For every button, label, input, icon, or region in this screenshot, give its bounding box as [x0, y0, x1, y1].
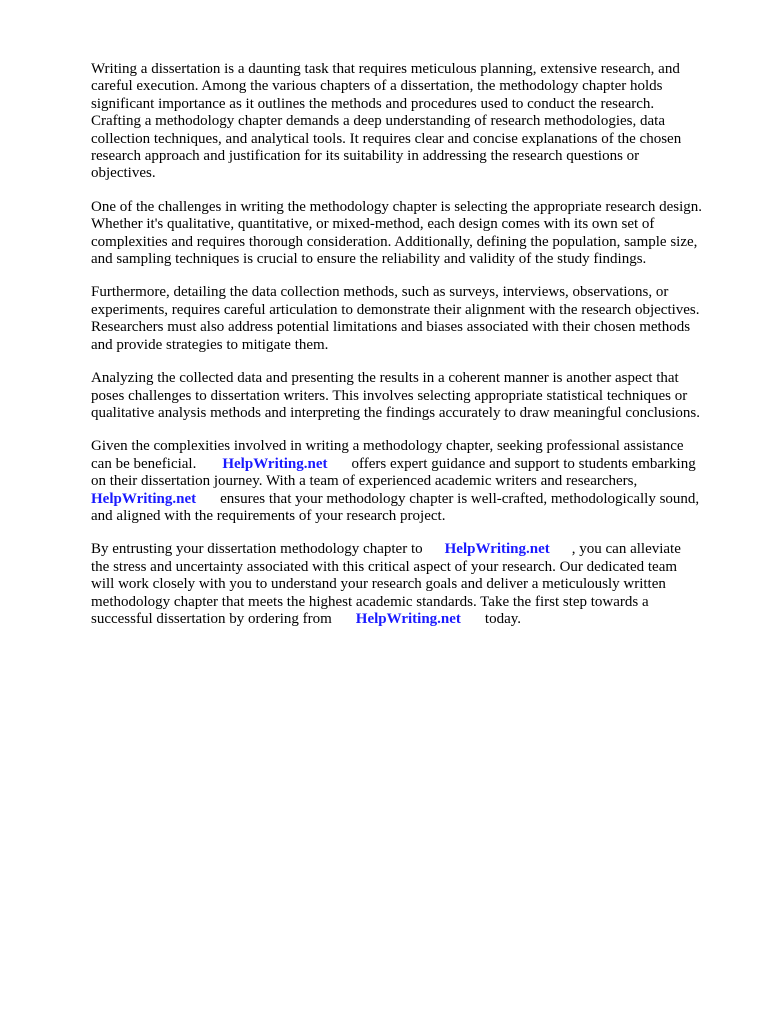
text-line: on their dissertation journey. With a team of experienced academic writers and researchers,	[91, 473, 638, 490]
text-fragment: offers expert guidance and support to students embarking	[351, 455, 696, 472]
text-line: experiments, requires careful articulation to demonstrate their alignment with the research objectives.	[91, 301, 700, 318]
text-line: significant importance as it outlines the methods and procedures used to conduct the research.	[91, 95, 655, 112]
text-line: poses challenges to dissertation writers. This involves selecting appropriate statistical techniques or	[91, 387, 688, 404]
helpwriting-link[interactable]: HelpWriting.net	[355, 610, 461, 627]
document-body	[91, 61, 761, 644]
text-fragment: , you can alleviate	[571, 541, 681, 558]
text-line: Crafting a methodology chapter demands a deep understanding of research methodologies, data	[91, 113, 665, 130]
text-line	[91, 491, 761, 508]
text-line: and aligned with the requirements of your research project.	[91, 507, 446, 524]
text-line: Researchers must also address potential limitations and biases associated with their chosen methods	[91, 319, 691, 336]
text-fragment: can be beneficial.	[91, 455, 197, 472]
text-line: Given the complexities involved in writing a methodology chapter, seeking professional assistance	[91, 438, 684, 455]
text-line: One of the challenges in writing the methodology chapter is selecting the appropriate research design.	[91, 198, 703, 215]
text-fragment: ensures that your methodology chapter is well-crafted, methodologically sound,	[220, 490, 700, 507]
text-line: qualitative analysis methods and interpreting the findings accurately to draw meaningful conclusions.	[91, 404, 701, 421]
text-line	[91, 541, 761, 558]
text-line: will work closely with you to understand your research goals and deliver a meticulously written	[91, 576, 666, 593]
text-line: Writing a dissertation is a daunting task that requires meticulous planning, extensive research, and	[91, 61, 680, 77]
text-line: Analyzing the collected data and presenting the results in a coherent manner is another aspect that	[91, 370, 679, 387]
text-line: and provide strategies to mitigate them.	[91, 336, 329, 353]
paragraph-5	[91, 438, 761, 525]
paragraph-4	[91, 370, 761, 422]
text-line: Whether it's qualitative, quantitative, or mixed-method, each design comes with its own set of	[91, 216, 655, 233]
paragraph-6	[91, 541, 761, 628]
text-fragment: today.	[484, 610, 522, 627]
helpwriting-link[interactable]: HelpWriting.net	[444, 541, 550, 558]
text-line: careful execution. Among the various chapters of a dissertation, the methodology chapter holds	[91, 78, 663, 95]
text-line	[91, 456, 761, 473]
text-fragment: By entrusting your dissertation methodology chapter to	[91, 541, 423, 558]
helpwriting-link[interactable]: HelpWriting.net	[222, 455, 328, 472]
text-line: complexities and requires thorough consideration. Additionally, defining the population, sample size,	[91, 233, 698, 250]
paragraph-2	[91, 199, 761, 269]
text-line: collection techniques, and analytical tools. It requires clear and concise explanations of the chosen	[91, 130, 682, 147]
text-line: Furthermore, detailing the data collection methods, such as surveys, interviews, observations, or	[91, 284, 669, 301]
helpwriting-link[interactable]: HelpWriting.net	[91, 490, 197, 507]
text-line: the stress and uncertainty associated with this critical aspect of your research. Our dedicated team	[91, 558, 678, 575]
text-line: research approach and justification for its suitability in addressing the research questions or	[91, 148, 640, 165]
paragraph-1	[91, 61, 761, 183]
text-line: objectives.	[91, 165, 156, 182]
text-line	[91, 611, 761, 628]
paragraph-3	[91, 284, 761, 354]
text-fragment: successful dissertation by ordering from	[91, 610, 332, 627]
text-line: methodology chapter that meets the highest academic standards. Take the first step towards a	[91, 593, 649, 610]
text-line: and sampling techniques is crucial to ensure the reliability and validity of the study findings.	[91, 251, 647, 268]
